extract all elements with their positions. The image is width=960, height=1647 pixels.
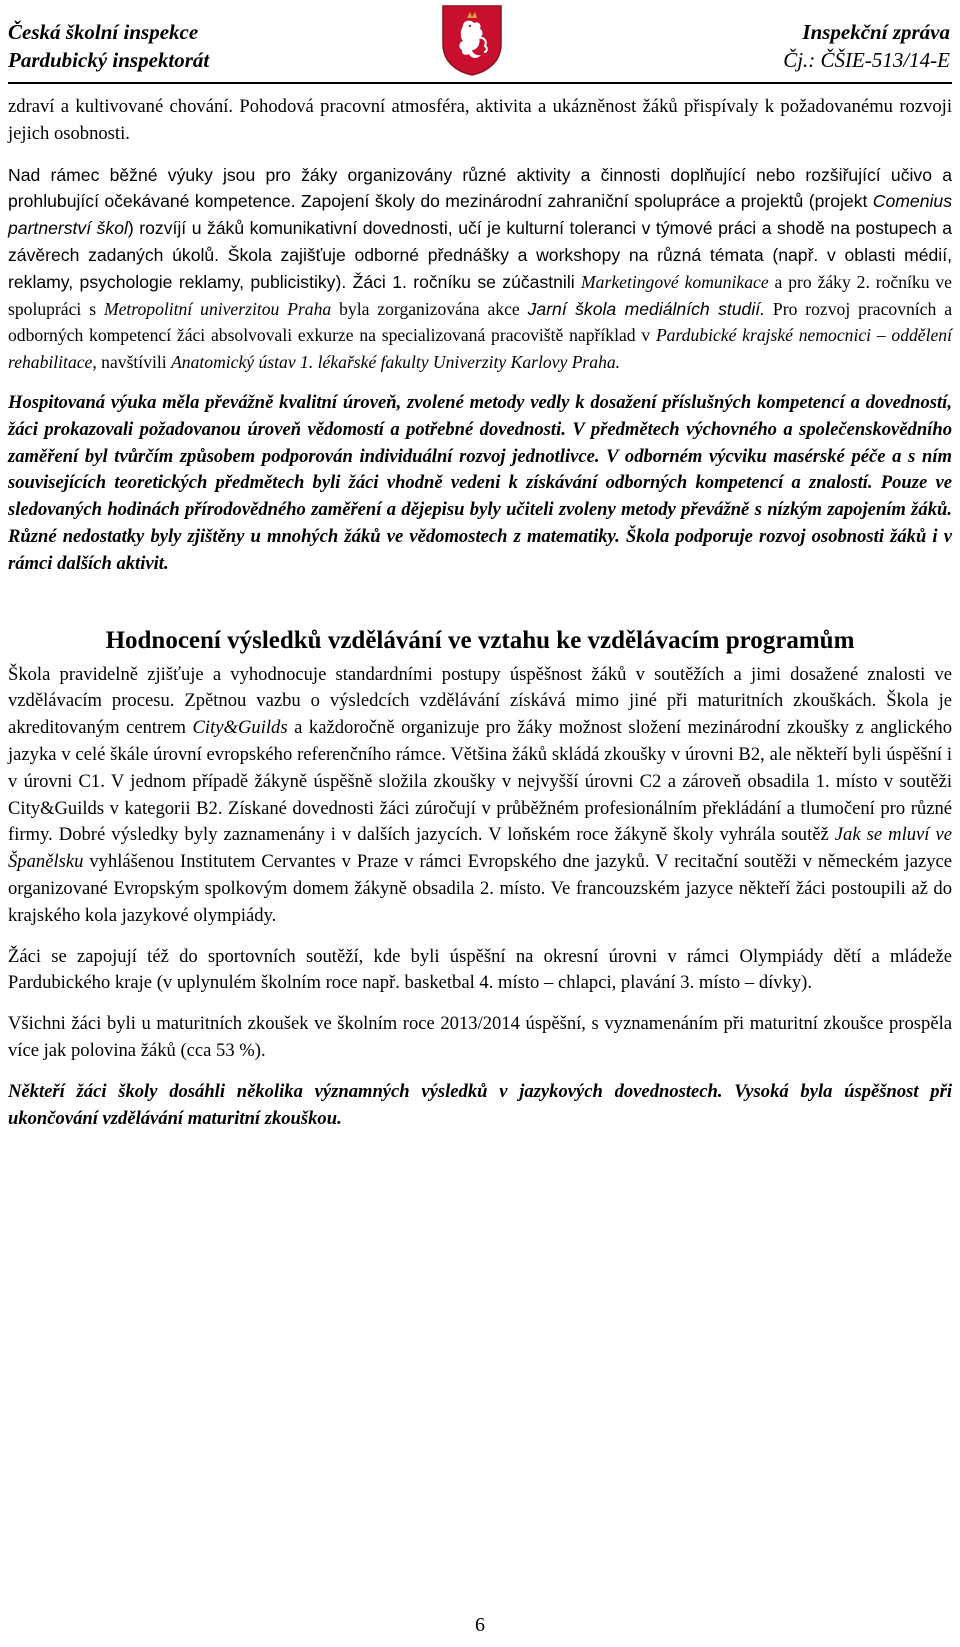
org-name: Česká školní inspekce: [8, 20, 199, 44]
czech-lion-crest-icon: [441, 4, 503, 76]
paragraph-activities: Nad rámec běžné výuky jsou pro žáky organizovány různé aktivity a činnosti doplňující nebo rozšiřující učivo a prohlubující očekávané kompetence. Zapojení školy do mezinárodní zahraniční spolupráce a projektů (projekt Comenius partnerství škol) rozvíjí u žáků komunikativní dovednosti, učí je kulturní toleranci v týmové práci a shodě na postupech a závěrech zadaných úkolů. Škola zajišťuje odborné přednášky a workshopy na různá témata (např. v oblasti médií, reklamy, psychologie reklamy, publicistiky). Žáci 1. ročníku se zúčastnili Marketingové komunikace a pro žáky 2. ročníku ve spolupráci s Metropolitní univerzitou Praha byla zorganizována akce Jarní škola mediálních studií. Pro rozvoj pracovních a odborných kompetencí žáci absolvovali exkurze na specializovaná pracoviště například v Pardubické krajské nemocnici – oddělení rehabilitace, navštívili Anatomický ústav 1. lékařské fakulty Univerzity Karlovy Praha.: [8, 164, 952, 373]
paragraph-1: zdraví a kultivované chování. Pohodová pracovní atmosféra, aktivita a ukázněnost žáků přispívaly k požadovanému rozvoji jejich osobnosti.: [8, 96, 952, 144]
paragraph-assessment: Hospitovaná výuka měla převážně kvalitní úroveň, zvolené metody vedly k dosažení příslušných kompetencí a dovedností, žáci prokazovali požadovanou úroveň vědomostí a potřebné dovednosti. V předmětech výchovného a společenskovědního zaměření byl tvůrčím způsobem podporován individuální rozvoj jednotlivce. V odborném výcviku masérské péče a s ním souvisejících teoretických předmětech byli žáci vhodně vedeni k získávání odborných kompetencí a znalostí. Pouze ve sledovaných hodinách přírodovědného zaměření a dějepisu byly učiteli zvoleny metody převážně s nízkým zapojením žáků. Různé nedostatky byly zjištěny u mnohých žáků ve vědomostech z matematiky. Škola podporuje rozvoj osobnosti žáků i v rámci dalších aktivit.: [8, 391, 952, 574]
paragraph-results: Škola pravidelně zjišťuje a vyhodnocuje standardními postupy úspěšnost žáků v soutěžích a jimi dosažené znalosti ve vzdělávacím procesu. Zpětnou vazbu o výsledcích vzdělávání získává mimo jiné při maturitních zkouškách. Škola je akreditovaným centrem City&Guilds a každoročně organizuje pro žáky možnost složení mezinárodní zkoušky z anglického jazyka v celé škále úrovní evropského referenčního rámce. Většina žáků skládá zkoušky v úrovni B2, ale někteří byli úspěšní i v úrovni C1. V jednom případě žákyně úspěšně složila zkoušky v nejvyšší úrovni C2 a zároveň obsadila 1. místo v soutěži City&Guilds v kategorii B2. Získané dovednosti žáci zúročují v průběžném profesionálním překládání a tlumočení pro různé firmy. Dobré výsledky byly zaznamenány i v dalších jazycích. V loňském roce žákyně školy vyhrála soutěž Jak se mluví ve Španělsku vyhlášenou Institutem Cervantes v Praze v rámci Evropského dne jazyků. V recitační soutěži v německém jazyce organizované Evropským spolkovým domem žákyně obsadila 2. místo. Ve francouzském jazyce někteří žáci postoupili až do krajského kola jazykové olympiády.: [8, 663, 953, 926]
header-document-info: [783, 18, 950, 74]
section-heading: Hodnocení výsledků vzdělávání ve vztahu ke vzdělávacím programům: [105, 626, 855, 654]
page-number: 6: [475, 1614, 485, 1636]
org-branch: Pardubický inspektorát: [8, 48, 210, 72]
reference-number: Čj.: ČŠIE-513/14-E: [783, 48, 950, 72]
header-organization: [8, 18, 209, 74]
document-body: [8, 94, 952, 1132]
paragraph-summary: Někteří žáci školy dosáhli několika významných výsledků v jazykových dovednostech. Vysoká byla úspěšnost při ukončování vzdělávání maturitní zkouškou.: [8, 1080, 952, 1129]
paragraph-maturita: Všichni žáci byli u maturitních zkoušek ve školním roce 2013/2014 úspěšní, s vyznamenáním při maturitní zkoušce prospěla více jak polovina žáků (cca 53 %).: [8, 1013, 952, 1061]
document-type: Inspekční zpráva: [802, 20, 950, 44]
paragraph-sports: Žáci se zapojují též do sportovních soutěží, kde byli úspěšní na okresní úrovni v rámci Olympiády dětí a mládeže Pardubického kraje (v uplynulém školním roce např. basketbal 4. místo – chlapci, plavání 3. místo – dívky).: [8, 945, 952, 994]
header-divider: [8, 82, 952, 84]
